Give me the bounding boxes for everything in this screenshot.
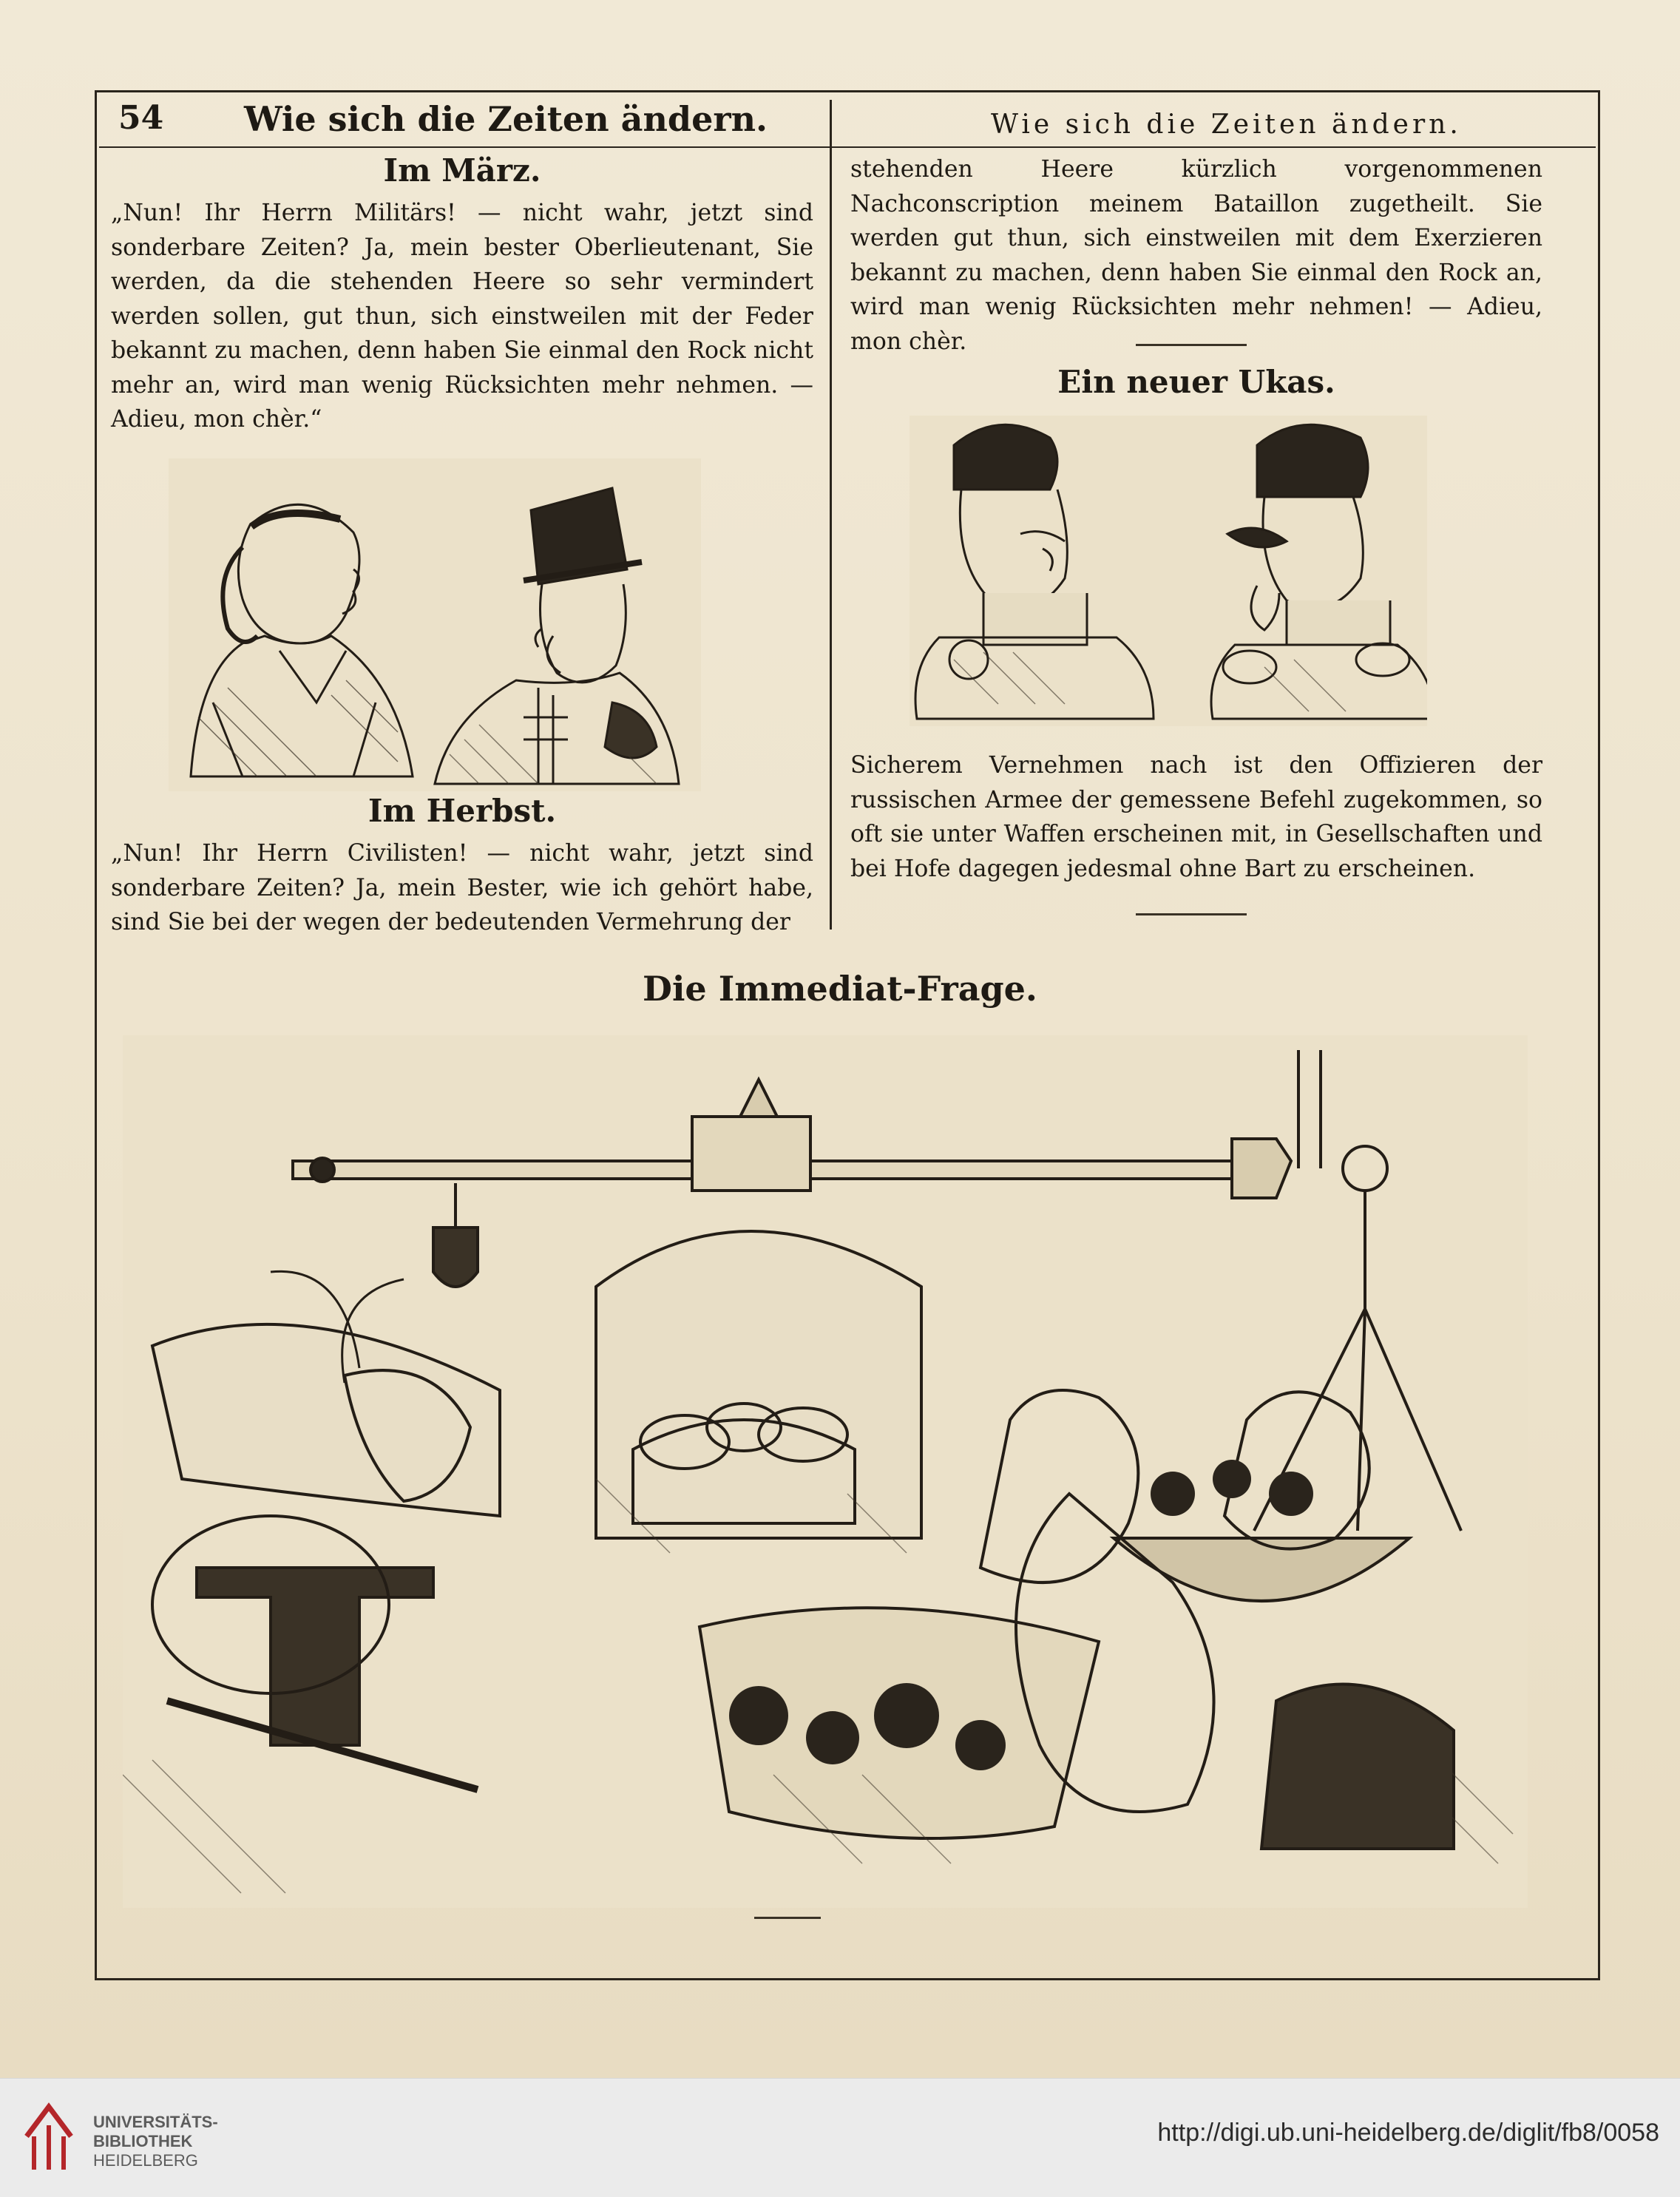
header-rule: [99, 146, 1596, 148]
left-column-lower: [111, 793, 813, 940]
ukas-text: Sicherem Vernehmen nach ist den Offizieren der russischen Armee der gemessene Befehl zugekommen, so oft sie unter Waffen erscheinen mit, in Gesellschaften und bei Hofe dagegen jedesmal ohne Bart zu erscheinen.: [850, 752, 1542, 882]
running-title-right: Wie sich die Zeiten ändern.: [991, 109, 1462, 140]
running-title-left: Wie sich die Zeiten ändern.: [244, 99, 768, 139]
section-text-maerz: „Nun! Ihr Herrn Militärs! — nicht wahr, jetzt sind sonderbare Zeiten? Ja, mein bester Oberlieutenant, Sie werden, da die stehenden Heere so sehr vermindert werden sollen, gut thun, sich einstweilen mit der Feder bekannt zu machen, denn haben Sie einmal den Rock nicht mehr an, wird man wenig Rücksichten mehr nehmen. — Adieu, mon chèr.“: [111, 200, 813, 433]
ukas-section: [850, 364, 1542, 407]
institution-line3: HEIDELBERG: [93, 2151, 198, 2170]
cartoon-title: Die Immediat-Frage.: [643, 969, 1037, 1009]
column-divider: [830, 100, 832, 930]
continuation-text: stehenden Heere kürzlich vorgenommenen Nachconscription meinem Bataillon zugetheilt. Sie werden gut thun, sich einstweilen mit dem Exerzieren bekannt zu machen, denn haben Sie einmal den Rock an, wird man wenig Rücksichten mehr nehmen! — Adieu, mon chèr.: [850, 156, 1542, 355]
institution-line2: BIBLIOTHEK: [93, 2132, 193, 2150]
institution-line1: UNIVERSITÄTS-: [93, 2113, 218, 2131]
ukas-text-block: [850, 748, 1542, 886]
section-title-ukas: Ein neuer Ukas.: [1057, 364, 1335, 400]
right-column: [850, 152, 1542, 359]
section-title-maerz: Im März.: [383, 152, 541, 189]
illustration-two-officers: [910, 416, 1427, 726]
library-logo-icon: [19, 2099, 78, 2173]
section-title-herbst: Im Herbst.: [368, 793, 557, 829]
source-url[interactable]: http://digi.ub.uni-heidelberg.de/diglit/fb8/0058: [1157, 2119, 1659, 2147]
digitization-footer: [0, 2078, 1680, 2197]
cartoon-scale-illustration: [123, 1035, 1528, 1908]
illustration-civilian-and-soldier: [169, 458, 701, 791]
section-separator-2: [1136, 913, 1247, 915]
page-number: 54: [118, 99, 164, 137]
section-separator: [1136, 344, 1247, 346]
section-text-herbst: „Nun! Ihr Herrn Civilisten! — nicht wahr, jetzt sind sonderbare Zeiten? Ja, mein Bester, wie ich gehört habe, sind Sie bei der wegen der bedeutenden Vermehrung der: [111, 840, 813, 935]
end-separator: [754, 1917, 821, 1919]
institution-name: [93, 2113, 218, 2170]
left-column: [111, 152, 813, 437]
